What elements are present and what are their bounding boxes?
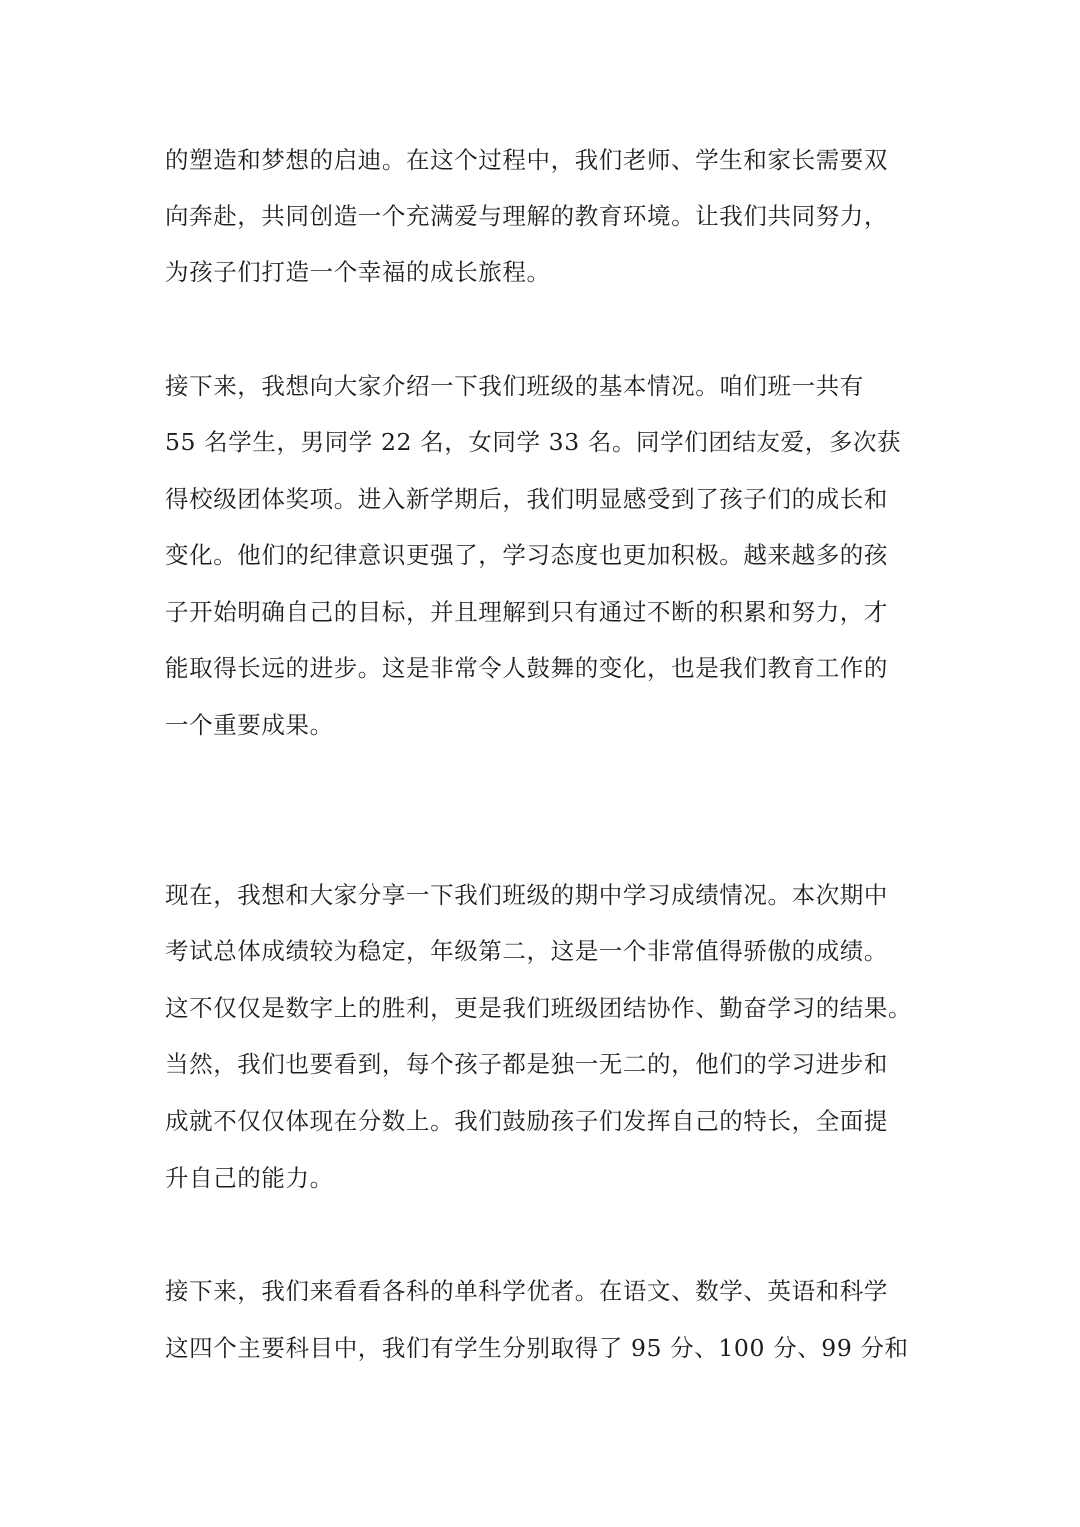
text-line: 55 名学生，男同学 22 名，女同学 33 名。同学们团结友爱，多次获 xyxy=(165,428,902,456)
text-line: 这四个主要科目中，我们有学生分别取得了 95 分、100 分、99 分和 xyxy=(165,1334,909,1362)
text-line: 一个重要成果。 xyxy=(165,711,334,739)
text-line: 向奔赴，共同创造一个充满爱与理解的教育环境。让我们共同努力， xyxy=(165,202,888,230)
text-line: 考试总体成绩较为稳定，年级第二，这是一个非常值得骄傲的成绩。 xyxy=(165,937,888,965)
text-line: 得校级团体奖项。进入新学期后，我们明显感受到了孩子们的成长和 xyxy=(165,485,888,513)
text-line: 变化。他们的纪律意识更强了，学习态度也更加积极。越来越多的孩 xyxy=(165,541,888,569)
text-line: 升自己的能力。 xyxy=(165,1164,334,1192)
text-line: 的塑造和梦想的启迪。在这个过程中，我们老师、学生和家长需要双 xyxy=(165,146,888,174)
text-line: 成就不仅仅体现在分数上。我们鼓励孩子们发挥自己的特长，全面提 xyxy=(165,1107,888,1135)
text-line: 当然，我们也要看到，每个孩子都是独一无二的，他们的学习进步和 xyxy=(165,1050,888,1078)
text-line: 子开始明确自己的目标，并且理解到只有通过不断的积累和努力，才 xyxy=(165,598,888,626)
text-line: 接下来，我想向大家介绍一下我们班级的基本情况。咱们班一共有 xyxy=(165,372,864,400)
text-line: 能取得长远的进步。这是非常令人鼓舞的变化，也是我们教育工作的 xyxy=(165,654,888,682)
text-line: 现在，我想和大家分享一下我们班级的期中学习成绩情况。本次期中 xyxy=(165,881,888,909)
text-line: 接下来，我们来看看各科的单科学优者。在语文、数学、英语和科学 xyxy=(165,1277,888,1305)
text-line: 这不仅仅是数字上的胜利，更是我们班级团结协作、勤奋学习的结果。 xyxy=(165,994,913,1022)
text-line: 为孩子们打造一个幸福的成长旅程。 xyxy=(165,258,551,286)
